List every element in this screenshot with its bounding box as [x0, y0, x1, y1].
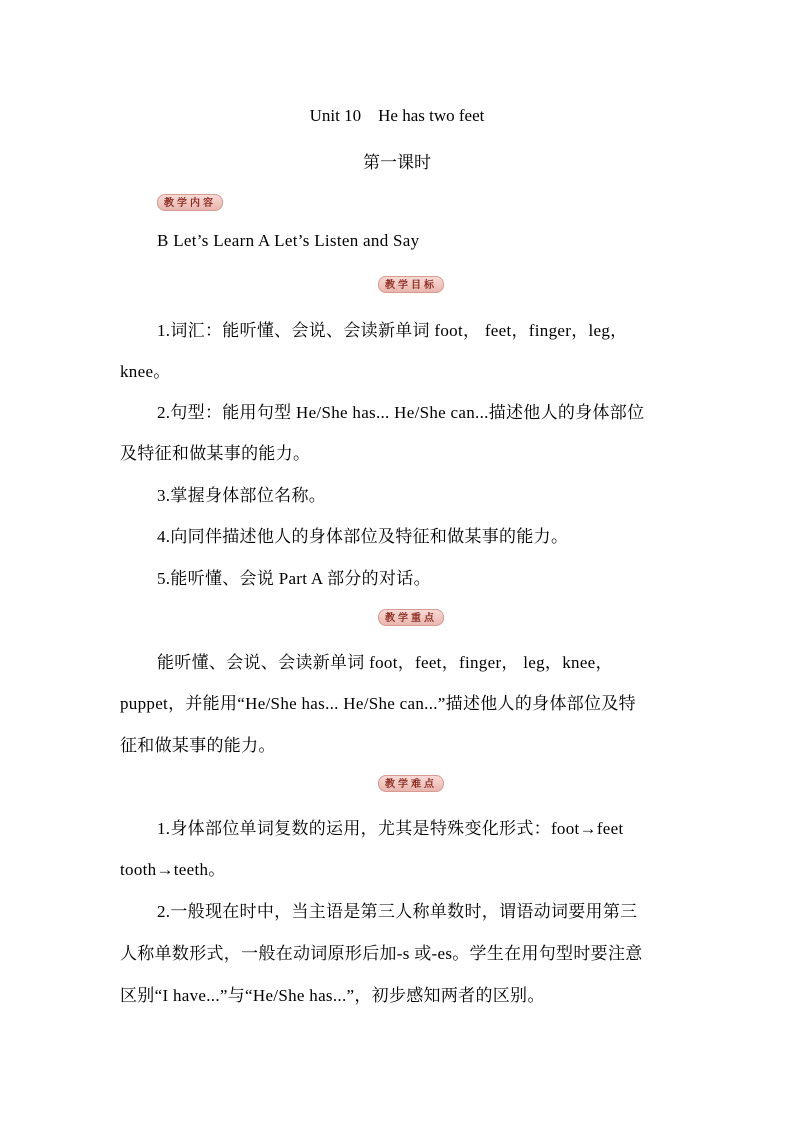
difficulty-line: 区别“I have...”与“He/She has...”，初步感知两者的区别。 — [120, 986, 545, 1005]
section-badge-goals: 教学目标 — [378, 276, 444, 293]
key-point-line: 能听懂、会说、会读新单词 foot，feet，finger， leg，knee， — [157, 653, 613, 672]
key-point-line: puppet，并能用“He/She has... He/She can...”描述他人的身体部位及特 — [120, 694, 636, 713]
unit-title: Unit 10 He has two feet — [309, 106, 485, 125]
difficulty-line: 人称单数形式，一般在动词原形后加-s 或-es。学生在用句型时要注意 — [120, 944, 643, 963]
goal-line: knee。 — [120, 362, 171, 381]
goal-line: 1.词汇：能听懂、会说、会读新单词 foot， feet，finger，leg， — [157, 321, 628, 340]
content-text: B Let’s Learn A Let’s Listen and Say — [157, 231, 420, 250]
difficulty-line: 1.身体部位单词复数的运用，尤其是特殊变化形式：foot→feet — [157, 819, 624, 838]
difficulty-line: 2.一般现在时中，当主语是第三人称单数时，谓语动词要用第三 — [157, 902, 638, 921]
key-point-line: 征和做某事的能力。 — [120, 736, 276, 755]
difficulty-line: tooth→teeth。 — [120, 860, 226, 879]
section-badge-key-points: 教学重点 — [378, 609, 444, 626]
section-badge-content: 教学内容 — [157, 194, 223, 211]
lesson-subtitle: 第一课时 — [363, 153, 431, 172]
goal-line: 及特征和做某事的能力。 — [120, 444, 311, 463]
section-badge-difficulties: 教学难点 — [378, 775, 444, 792]
goal-line: 4.向同伴描述他人的身体部位及特征和做某事的能力。 — [157, 527, 569, 546]
goal-line: 2.句型：能用句型 He/She has... He/She can...描述他人的身体部位 — [157, 403, 645, 422]
goal-line: 5.能听懂、会说 Part A 部分的对话。 — [157, 569, 431, 588]
goal-line: 3.掌握身体部位名称。 — [157, 486, 327, 505]
